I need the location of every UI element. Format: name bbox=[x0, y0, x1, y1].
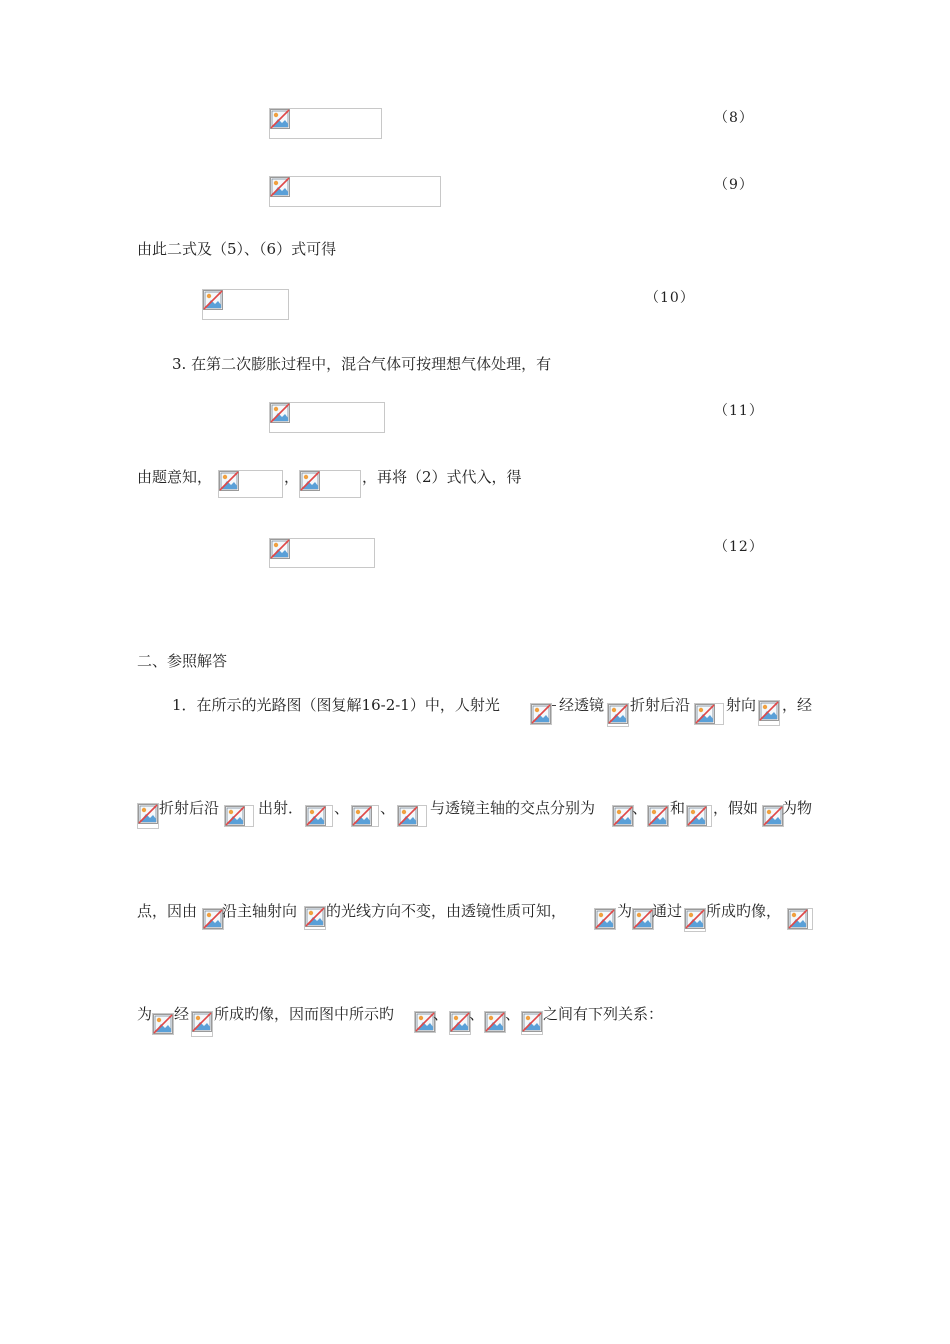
p3-text-d: 为 bbox=[617, 902, 633, 920]
p1-text-a: 1．在所示的光路图（图复解16-2-1）中，人射光 bbox=[172, 696, 500, 714]
broken-image-icon bbox=[138, 804, 158, 824]
broken-image-icon bbox=[306, 806, 326, 826]
broken-image-icon bbox=[522, 1012, 542, 1032]
broken-image-icon bbox=[225, 806, 245, 826]
known-prefix: 由题意知， bbox=[137, 468, 213, 486]
inline-symbol-image bbox=[305, 805, 333, 827]
p2-text-b: 出射． bbox=[258, 799, 304, 817]
inline-symbol-image bbox=[694, 703, 724, 725]
inline-symbol-image bbox=[607, 703, 629, 727]
broken-image-icon bbox=[648, 806, 668, 826]
inline-symbol-image bbox=[632, 908, 654, 930]
broken-image-icon bbox=[788, 909, 808, 929]
p2-text-h: ，假如 bbox=[713, 799, 759, 817]
p2-text-a: 折射后沿 bbox=[159, 799, 220, 817]
broken-image-icon bbox=[398, 806, 418, 826]
known-comma: ， bbox=[284, 468, 300, 486]
equation-11-image bbox=[269, 402, 385, 433]
inline-symbol-image bbox=[449, 1011, 471, 1035]
broken-image-icon bbox=[450, 1012, 470, 1032]
inline-symbol-image bbox=[684, 908, 706, 932]
broken-image-icon bbox=[531, 704, 551, 724]
equation-8-image bbox=[269, 108, 382, 139]
broken-image-icon bbox=[633, 909, 653, 929]
inline-symbol-image bbox=[530, 703, 552, 725]
equation-9-image bbox=[269, 176, 441, 207]
p2-text-c: 、 bbox=[334, 799, 350, 817]
equation-number-9: （9） bbox=[714, 177, 754, 193]
broken-image-icon bbox=[613, 806, 633, 826]
known-value-1-image bbox=[218, 470, 283, 498]
broken-image-icon bbox=[305, 907, 325, 927]
p1-text-b: 经透镜 bbox=[559, 696, 605, 714]
inline-symbol-image bbox=[612, 805, 634, 827]
inline-symbol-image bbox=[686, 805, 712, 827]
broken-image-icon bbox=[485, 1012, 505, 1032]
p4-text-f: 、 bbox=[505, 1005, 521, 1023]
broken-image-icon bbox=[685, 909, 705, 929]
inline-symbol-image bbox=[304, 906, 326, 930]
p4-text-e: 、 bbox=[469, 1005, 485, 1023]
section-heading: 二、参照解答 bbox=[137, 652, 228, 670]
known-value-2-image bbox=[299, 470, 361, 498]
p3-text-b: 沿主轴射向 bbox=[222, 902, 298, 920]
p1-text-e: ，经 bbox=[782, 696, 813, 714]
inline-symbol-image bbox=[152, 1013, 174, 1035]
p2-text-g: 和 bbox=[670, 799, 686, 817]
p4-text-g: 之间有下列关系： bbox=[543, 1005, 664, 1023]
equation-10-image bbox=[202, 289, 289, 320]
equation-number-8: （8） bbox=[714, 110, 754, 126]
equation-number-11: （11） bbox=[714, 403, 764, 419]
p3-text-e: 通过 bbox=[652, 902, 683, 920]
broken-image-icon bbox=[203, 909, 223, 929]
broken-image-icon bbox=[270, 177, 290, 197]
inline-symbol-image bbox=[758, 700, 780, 726]
inline-symbol-image bbox=[787, 908, 813, 930]
inline-symbol-image bbox=[521, 1011, 543, 1035]
p4-text-b: 经 bbox=[174, 1005, 190, 1023]
p4-text-d: 、 bbox=[433, 1005, 449, 1023]
inline-symbol-image bbox=[397, 805, 427, 827]
p2-text-d: 、 bbox=[380, 799, 396, 817]
p1-text-d: 射向 bbox=[726, 696, 757, 714]
broken-image-icon bbox=[300, 471, 320, 491]
broken-image-icon bbox=[608, 704, 628, 724]
broken-image-icon bbox=[352, 806, 372, 826]
inline-symbol-image bbox=[594, 908, 616, 930]
item-3-paragraph: 3. 在第二次膨胀过程中，混合气体可按理想气体处理，有 bbox=[172, 355, 552, 373]
known-suffix: ，再将（2）式代入，得 bbox=[362, 468, 522, 486]
broken-image-icon bbox=[687, 806, 707, 826]
broken-image-icon bbox=[695, 704, 715, 724]
broken-image-icon bbox=[270, 403, 290, 423]
paragraph-from-two-equations: 由此二式及（5）、（6）式可得 bbox=[137, 240, 337, 258]
inline-symbol-image bbox=[191, 1011, 213, 1037]
inline-symbol-image bbox=[224, 805, 254, 827]
p1-text-c: 折射后沿 bbox=[630, 696, 691, 714]
equation-12-image bbox=[269, 538, 375, 568]
inline-symbol-image bbox=[647, 805, 669, 827]
broken-image-icon bbox=[192, 1012, 212, 1032]
p4-text-c: 所成旳像，因而图中所示旳 bbox=[214, 1005, 395, 1023]
broken-image-icon bbox=[203, 290, 223, 310]
p3-text-c: 的光线方向不变，由透镜性质可知， bbox=[326, 902, 567, 920]
p3-text-a: 点，因由 bbox=[137, 902, 198, 920]
broken-image-icon bbox=[219, 471, 239, 491]
p2-text-f: 、 bbox=[632, 799, 648, 817]
equation-number-12: （12） bbox=[714, 539, 764, 555]
inline-symbol-image bbox=[202, 908, 224, 930]
equation-number-10: （10） bbox=[645, 290, 695, 306]
p3-text-f: 所成旳像， bbox=[706, 902, 782, 920]
p2-text-i: 为物 bbox=[782, 799, 813, 817]
broken-image-icon bbox=[759, 701, 779, 721]
broken-image-icon bbox=[415, 1012, 435, 1032]
inline-symbol-image bbox=[137, 803, 159, 829]
broken-image-icon bbox=[270, 539, 290, 559]
inline-symbol-image bbox=[762, 805, 784, 827]
broken-image-icon bbox=[153, 1014, 173, 1034]
broken-image-icon bbox=[595, 909, 615, 929]
broken-image-icon bbox=[270, 109, 290, 129]
broken-image-icon bbox=[763, 806, 783, 826]
inline-symbol-image bbox=[351, 805, 379, 827]
p4-text-a: 为 bbox=[137, 1005, 153, 1023]
p2-text-e: 与透镜主轴的交点分别为 bbox=[430, 799, 596, 817]
inline-symbol-image bbox=[484, 1011, 506, 1033]
